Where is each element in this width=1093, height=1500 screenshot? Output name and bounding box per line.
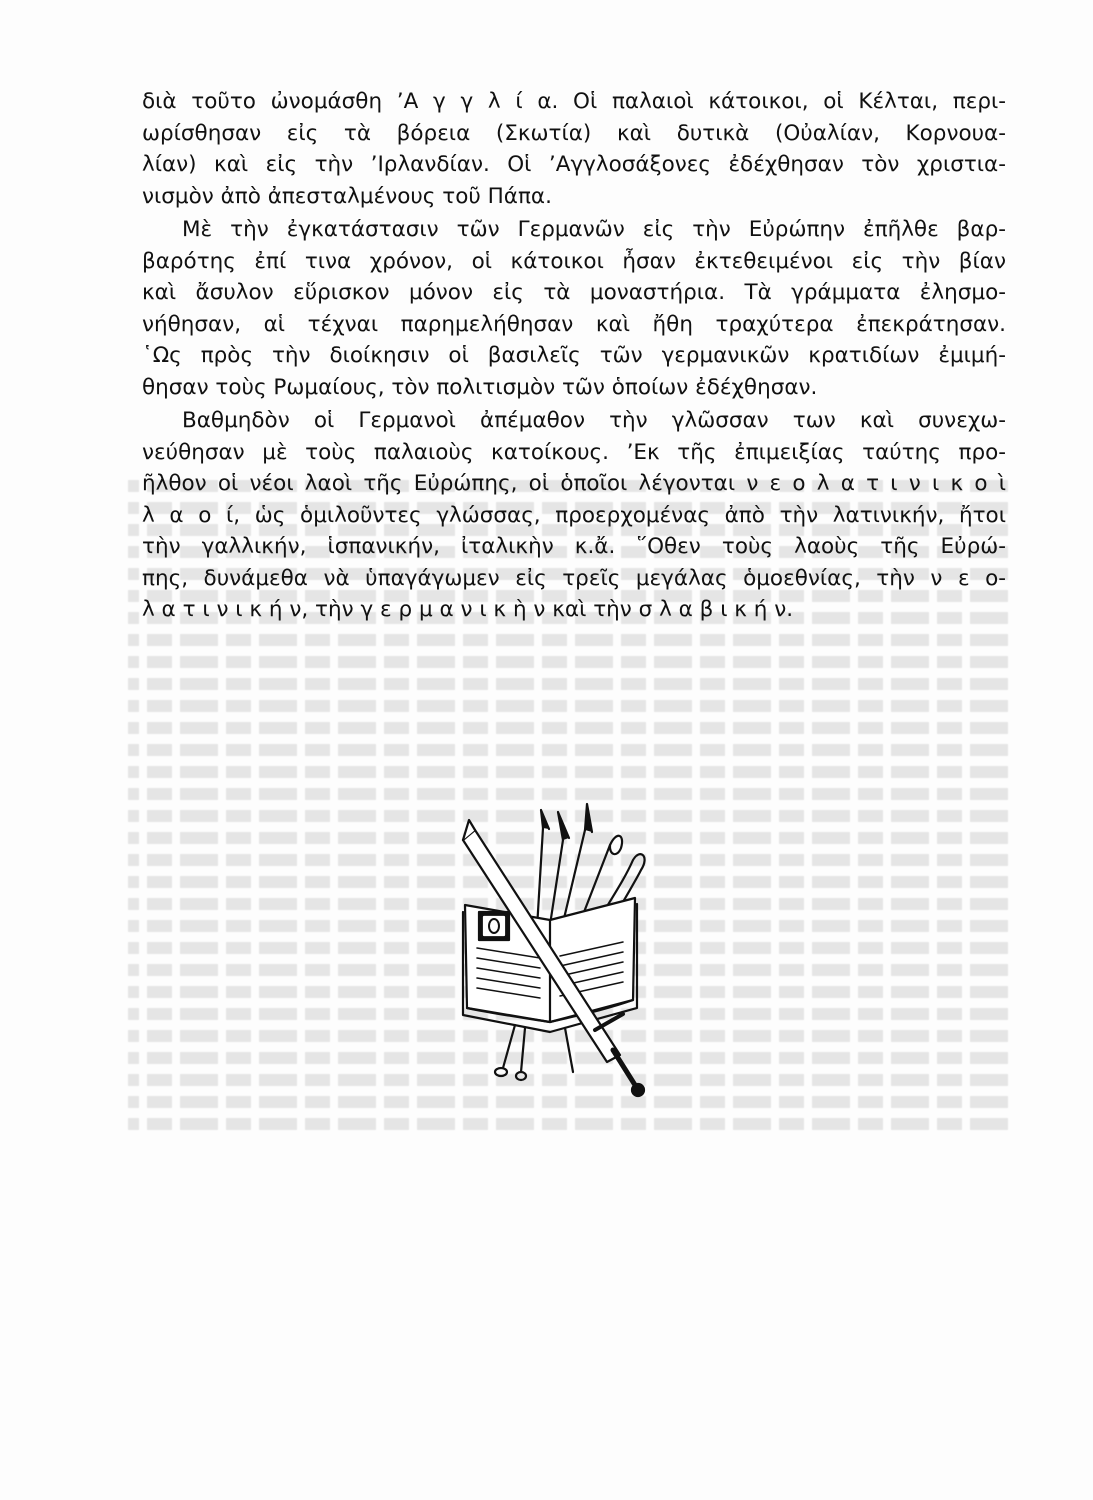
paragraph-3 [142,405,1006,626]
text-line: νισμὸν ἀπὸ ἀπεσταλμένους τοῦ Πάπα. [142,183,552,209]
book-sword-quills-ornament-icon [445,800,655,1100]
text-line: νήθησαν, αἱ τέχναι παρημελήθησαν καὶ ἤθη τραχύτερα ἐπεκράτησαν. [142,311,1006,337]
text-line: ωρίσθησαν εἰς τὰ βόρεια (Σκωτία) καὶ δυτικὰ (Οὐαλίαν, Κορνουα- [142,120,1006,146]
text-line: λ α τ ι ν ι κ ή ν, τὴν γ ε ρ μ α ν ι κ ὴ ν καὶ τὴν σ λ α β ι κ ή ν. [142,597,794,622]
text-line: λ α ο ί, ὡς ὁμιλοῦντες γλώσσας, προερχομένας ἀπὸ τὴν λατινικήν, ἤτοι [142,502,1006,528]
text-line: τὴν γαλλικήν, ἱσπανικήν, ἰταλικὴν κ.ἄ. ῞Οθεν τοὺς λαοὺς τῆς Εὐρώ- [142,534,1006,559]
text-line: Βαθμηδὸν οἱ Γερμανοὶ ἀπέμαθον τὴν γλῶσσαν των καὶ συνεχω- [182,408,1006,433]
text-line: καὶ ἄσυλον εὕρισκον μόνον εἰς τὰ μοναστήρια. Τὰ γράμματα ἐλησμο- [142,280,1006,305]
text-line: νεύθησαν μὲ τοὺς παλαιοὺς κατοίκους. ’Εκ τῆς ἐπιμειξίας ταύτης προ- [142,439,1006,465]
text-line: θησαν τοὺς Ρωμαίους, τὸν πολιτισμὸν τῶν ὁποίων ἐδέχθησαν. [142,374,818,400]
text-line: διὰ τοῦτο ὠνομάσθη ’Α γ γ λ ί α. Οἱ παλαιοὶ κάτοικοι, οἱ Κέλται, περι- [142,89,1006,114]
paragraph-2 [142,214,1006,403]
body-text [142,86,1006,626]
paragraph-1 [142,86,1006,212]
text-line: ῆλθον οἱ νέοι λαοὶ τῆς Εὐρώπης, οἱ ὁποῖοι λέγονται ν ε ο λ α τ ι ν ι κ ο ὶ [142,471,1006,496]
text-line: Μὲ τὴν ἐγκατάστασιν τῶν Γερμανῶν εἰς τὴν Εὐρώπην ἐπῆλθε βαρ- [182,217,1006,242]
text-line: πης, δυνάμεθα νὰ ὑπαγάγωμεν εἰς τρεῖς μεγάλας ὁμοεθνίας, τὴν ν ε ο- [142,565,1006,591]
text-line: βαρότης ἐπί τινα χρόνον, οἱ κάτοικοι ἦσαν ἐκτεθειμένοι εἰς τὴν βίαν [142,248,1006,274]
text-line: ῾Ως πρὸς τὴν διοίκησιν οἱ βασιλεῖς τῶν γερμανικῶν κρατιδίων ἐμιμή- [142,343,1006,368]
text-line: λίαν) καὶ εἰς τὴν ’Ιρλανδίαν. Οἱ ’Αγγλοσάξονες ἐδέχθησαν τὸν χριστια- [142,152,1006,177]
